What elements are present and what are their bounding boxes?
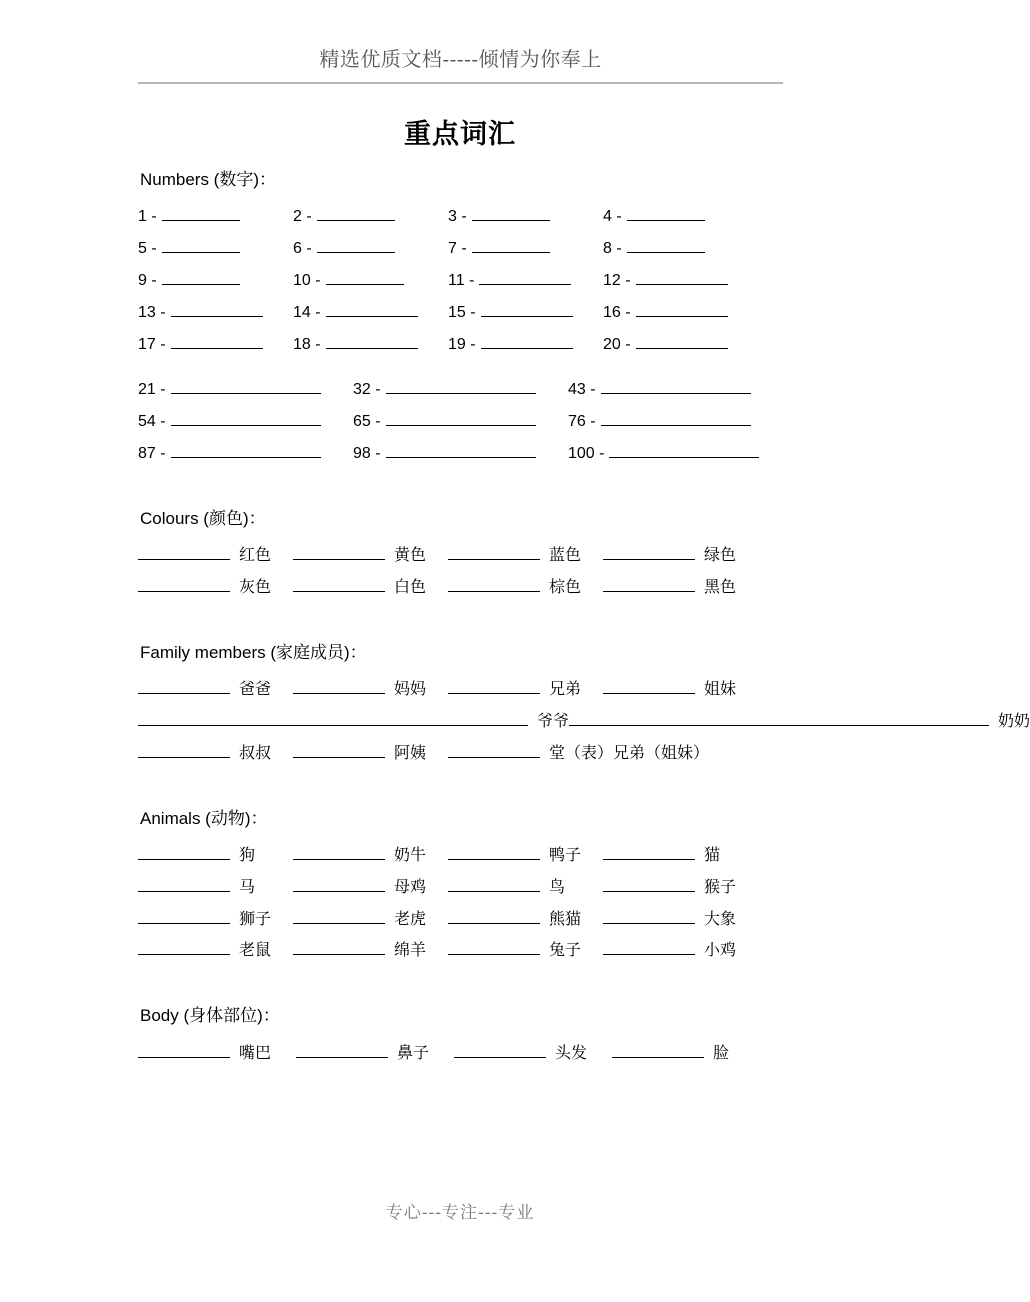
number-label: 43 -: [568, 381, 596, 399]
vocab-item: [138, 709, 569, 735]
vocab-item: [293, 677, 448, 703]
number-item: [353, 441, 568, 467]
answer-blank[interactable]: [472, 204, 550, 221]
number-label: 14 -: [293, 303, 321, 321]
number-label: 1 -: [138, 208, 157, 226]
vocab-label: 猴子: [704, 878, 737, 896]
number-label: 12 -: [603, 271, 631, 289]
number-label: 18 -: [293, 335, 321, 353]
vocab-label: 兔子: [549, 942, 582, 960]
number-item: [353, 409, 568, 435]
vocab-item: [448, 843, 603, 869]
vocab-item: [612, 1041, 770, 1067]
vocab-item: [603, 575, 758, 601]
answer-blank[interactable]: [609, 441, 759, 458]
vocab-label: 堂（表）兄弟（姐妹）: [549, 744, 710, 762]
animals-row: [138, 938, 783, 964]
vocab-label: 熊猫: [549, 910, 582, 928]
vocab-item: [603, 843, 758, 869]
answer-blank[interactable]: [603, 907, 695, 924]
number-item: [568, 441, 783, 467]
answer-blank[interactable]: [448, 938, 540, 955]
vocab-label: 奶牛: [394, 846, 427, 864]
number-item: [603, 236, 758, 262]
vocab-item: [293, 741, 448, 767]
answer-blank[interactable]: [293, 907, 385, 924]
section-heading-family: Family members (家庭成员)：: [140, 642, 367, 662]
number-item: [568, 377, 783, 403]
section-body: [138, 1006, 783, 1066]
answer-blank[interactable]: [448, 677, 540, 694]
vocab-label: 棕色: [549, 578, 582, 596]
vocab-label: 老鼠: [239, 942, 272, 960]
document-footer: 专心---专注---专业: [385, 1203, 535, 1223]
numbers-row: [138, 409, 783, 435]
colours-row: [138, 543, 783, 569]
family-row: [138, 677, 783, 703]
answer-blank[interactable]: [448, 543, 540, 560]
answer-blank[interactable]: [448, 843, 540, 860]
answer-blank[interactable]: [293, 677, 385, 694]
vocab-item: [448, 907, 603, 933]
vocab-label: 妈妈: [394, 681, 427, 699]
answer-blank[interactable]: [627, 204, 705, 221]
section-animals: [138, 809, 783, 965]
vocab-item: [138, 543, 293, 569]
answer-blank[interactable]: [138, 938, 230, 955]
number-label: 100 -: [568, 444, 605, 462]
number-label: 19 -: [448, 335, 476, 353]
vocab-label: 灰色: [239, 578, 272, 596]
answer-blank[interactable]: [481, 300, 573, 317]
vocab-label: 兄弟: [549, 681, 582, 699]
numbers-row: [138, 204, 783, 230]
vocab-label: 母鸡: [394, 878, 427, 896]
number-label: 76 -: [568, 413, 596, 431]
answer-blank[interactable]: [448, 575, 540, 592]
vocab-item: [138, 843, 293, 869]
answer-blank[interactable]: [293, 575, 385, 592]
vocab-label: 鼻子: [397, 1044, 430, 1062]
vocab-label: 黄色: [394, 547, 427, 565]
answer-blank[interactable]: [448, 741, 540, 758]
number-label: 5 -: [138, 240, 157, 258]
vocab-item: [454, 1041, 612, 1067]
number-item: [138, 236, 293, 262]
vocab-label: 马: [239, 878, 256, 896]
section-family: [138, 642, 1030, 767]
answer-blank[interactable]: [138, 907, 230, 924]
header-divider: [138, 82, 783, 84]
vocab-item: [138, 677, 293, 703]
number-label: 17 -: [138, 335, 166, 353]
vocab-label: 鸟: [549, 878, 566, 896]
animals-row: [138, 875, 783, 901]
vocab-item: [603, 875, 758, 901]
number-item: [448, 268, 603, 294]
number-label: 16 -: [603, 303, 631, 321]
vocab-label: 猫: [704, 846, 721, 864]
answer-blank[interactable]: [627, 236, 705, 253]
number-label: 8 -: [603, 240, 622, 258]
number-item: [293, 268, 448, 294]
family-row: [138, 709, 1030, 735]
answer-blank[interactable]: [317, 204, 395, 221]
answer-blank[interactable]: [472, 236, 550, 253]
number-item: [448, 332, 603, 358]
answer-blank[interactable]: [171, 332, 263, 349]
section-numbers: [138, 170, 783, 467]
vocab-label: 姐妹: [704, 681, 737, 699]
answer-blank[interactable]: [138, 575, 230, 592]
number-item: [138, 377, 353, 403]
vocab-label: 小鸡: [704, 942, 737, 960]
vocab-item: [293, 938, 448, 964]
answer-blank[interactable]: [601, 409, 751, 426]
document-header: [138, 48, 783, 70]
answer-blank[interactable]: [138, 543, 230, 560]
vocab-item: [603, 907, 758, 933]
section-colours: [138, 509, 783, 601]
answer-blank[interactable]: [479, 268, 571, 285]
spacer: [138, 970, 783, 1006]
page-title: 重点词汇: [404, 119, 516, 149]
answer-blank[interactable]: [448, 875, 540, 892]
answer-blank[interactable]: [171, 409, 321, 426]
number-label: 4 -: [603, 208, 622, 226]
animals-row: [138, 907, 783, 933]
number-label: 20 -: [603, 335, 631, 353]
vocab-item: [569, 709, 1030, 735]
number-label: 87 -: [138, 444, 166, 462]
vocab-item: [603, 938, 758, 964]
number-item: [293, 236, 448, 262]
answer-blank[interactable]: [162, 236, 240, 253]
answer-blank[interactable]: [162, 204, 240, 221]
number-item: [138, 204, 293, 230]
answer-blank[interactable]: [603, 875, 695, 892]
answer-blank[interactable]: [326, 268, 404, 285]
number-item: [293, 204, 448, 230]
vocab-label: 脸: [713, 1044, 730, 1062]
vocab-item: [293, 543, 448, 569]
family-row: [138, 741, 783, 767]
number-item: [293, 300, 448, 326]
vocab-label: 红色: [239, 547, 272, 565]
answer-blank[interactable]: [138, 875, 230, 892]
answer-blank[interactable]: [448, 907, 540, 924]
vocab-label: 狮子: [239, 910, 272, 928]
header-watermark-text: 精选优质文档-----倾情为你奉上: [319, 47, 602, 71]
vocab-item: [603, 543, 758, 569]
answer-blank[interactable]: [636, 332, 728, 349]
numbers-row: [138, 268, 783, 294]
number-item: [138, 300, 293, 326]
vocab-label: 狗: [239, 846, 256, 864]
spacer: [138, 363, 783, 377]
vocab-item: [138, 741, 293, 767]
vocab-label: 鸭子: [549, 846, 582, 864]
answer-blank[interactable]: [454, 1041, 546, 1058]
answer-blank[interactable]: [138, 709, 528, 726]
spacer: [138, 773, 783, 809]
vocab-label: 大象: [704, 910, 737, 928]
answer-blank[interactable]: [386, 441, 536, 458]
vocab-item: [293, 575, 448, 601]
vocab-label: 爷爷: [537, 712, 570, 730]
number-item: [448, 204, 603, 230]
number-item: [448, 300, 603, 326]
vocab-item: [296, 1041, 454, 1067]
vocab-item: [138, 875, 293, 901]
vocab-item: [448, 575, 603, 601]
number-label: 15 -: [448, 303, 476, 321]
number-label: 9 -: [138, 271, 157, 289]
vocab-label: 老虎: [394, 910, 427, 928]
number-item: [138, 409, 353, 435]
section-heading-body: Body (身体部位)：: [140, 1006, 280, 1026]
vocab-item: [138, 1041, 296, 1067]
number-label: 11 -: [448, 271, 475, 289]
answer-blank[interactable]: [603, 543, 695, 560]
answer-blank[interactable]: [293, 875, 385, 892]
answer-blank[interactable]: [138, 741, 230, 758]
vocab-label: 叔叔: [239, 744, 272, 762]
answer-blank[interactable]: [162, 268, 240, 285]
vocab-item: [138, 575, 293, 601]
vocab-item: [293, 843, 448, 869]
number-label: 2 -: [293, 208, 312, 226]
number-item: [603, 300, 758, 326]
number-label: 98 -: [353, 444, 381, 462]
answer-blank[interactable]: [138, 677, 230, 694]
spacer: [138, 473, 783, 509]
answer-blank[interactable]: [481, 332, 573, 349]
number-item: [603, 268, 758, 294]
answer-blank[interactable]: [138, 843, 230, 860]
vocab-label: 头发: [555, 1044, 588, 1062]
body-row: [138, 1041, 783, 1067]
vocab-item: [293, 907, 448, 933]
answer-blank[interactable]: [293, 938, 385, 955]
spacer: [138, 607, 783, 643]
numbers-row: [138, 236, 783, 262]
section-heading-colours: Colours (颜色)：: [140, 508, 266, 528]
number-label: 13 -: [138, 303, 166, 321]
numbers-row: [138, 441, 783, 467]
answer-blank[interactable]: [293, 741, 385, 758]
vocab-label: 绵羊: [394, 942, 427, 960]
answer-blank[interactable]: [171, 300, 263, 317]
answer-blank[interactable]: [636, 268, 728, 285]
number-item: [138, 332, 293, 358]
worksheet-content: [138, 170, 1030, 1072]
answer-blank[interactable]: [171, 441, 321, 458]
numbers-row: [138, 300, 783, 326]
number-item: [138, 441, 353, 467]
number-item: [568, 409, 783, 435]
vocab-item: [138, 907, 293, 933]
colours-row: [138, 575, 783, 601]
answer-blank[interactable]: [569, 709, 989, 726]
section-heading-numbers: Numbers (数字)：: [140, 170, 277, 189]
answer-blank[interactable]: [601, 377, 751, 394]
number-item: [353, 377, 568, 403]
section-heading-animals: Animals (动物)：: [140, 808, 268, 828]
vocab-item: [138, 938, 293, 964]
number-item: [293, 332, 448, 358]
vocab-label: 奶奶: [998, 712, 1030, 730]
answer-blank[interactable]: [612, 1041, 704, 1058]
answer-blank[interactable]: [603, 677, 695, 694]
answer-blank[interactable]: [386, 409, 536, 426]
number-label: 21 -: [138, 381, 166, 399]
answer-blank[interactable]: [317, 236, 395, 253]
number-label: 32 -: [353, 381, 381, 399]
vocab-label: 阿姨: [394, 744, 427, 762]
number-label: 7 -: [448, 240, 467, 258]
answer-blank[interactable]: [296, 1041, 388, 1058]
number-label: 6 -: [293, 240, 312, 258]
number-item: [138, 268, 293, 294]
answer-blank[interactable]: [326, 332, 418, 349]
answer-blank[interactable]: [326, 300, 418, 317]
number-label: 65 -: [353, 413, 381, 431]
vocab-item: [293, 875, 448, 901]
vocab-label: 黑色: [704, 578, 737, 596]
answer-blank[interactable]: [171, 377, 321, 394]
answer-blank[interactable]: [603, 938, 695, 955]
answer-blank[interactable]: [293, 843, 385, 860]
vocab-item: [448, 875, 603, 901]
vocab-label: 嘴巴: [239, 1044, 272, 1062]
vocab-item: [448, 677, 603, 703]
number-label: 3 -: [448, 208, 467, 226]
number-item: [448, 236, 603, 262]
vocab-item: [603, 677, 758, 703]
answer-blank[interactable]: [138, 1041, 230, 1058]
animals-row: [138, 843, 783, 869]
answer-blank[interactable]: [636, 300, 728, 317]
vocab-label: 绿色: [704, 547, 737, 565]
answer-blank[interactable]: [293, 543, 385, 560]
number-item: [603, 332, 758, 358]
numbers-row: [138, 377, 783, 403]
vocab-label: 白色: [394, 578, 427, 596]
vocab-label: 蓝色: [549, 547, 582, 565]
vocab-item: [448, 741, 758, 767]
answer-blank[interactable]: [386, 377, 536, 394]
number-label: 10 -: [293, 271, 321, 289]
vocab-item: [448, 543, 603, 569]
vocab-label: 爸爸: [239, 681, 272, 699]
answer-blank[interactable]: [603, 575, 695, 592]
vocab-item: [448, 938, 603, 964]
number-label: 54 -: [138, 413, 166, 431]
number-item: [603, 204, 758, 230]
answer-blank[interactable]: [603, 843, 695, 860]
numbers-row: [138, 332, 783, 358]
